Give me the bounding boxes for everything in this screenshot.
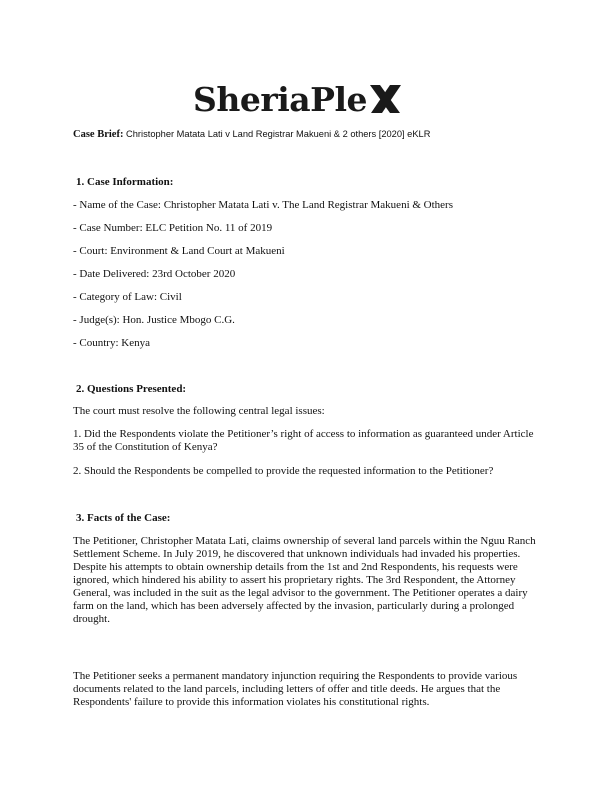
logo-x-icon [368,84,402,114]
case-info-court: - Court: Environment & Land Court at Makueni [73,245,285,257]
facts-paragraph-2: The Petitioner seeks a permanent mandatory injunction requiring the Respondents to provide various documents related to the land parcels, including letters of offer and title deeds. He argues that the Respondents' failure to provide this information violates his constitutional rights. [73,670,518,708]
facts-paragraph-1: The Petitioner, Christopher Matata Lati, claims ownership of several land parcels within the Nguu Ranch Settlement Scheme. In July 2019, he discovered that unknown individuals had invaded his properties. Despite his attempts to obtain ownership details from the 1st and 2nd Respondents, his requests were ignored, which hindered his ability to assert his proprietary rights. The 3rd Respondent, the Attorney General, was included in the suit as the legal advisor to the government. The Petitioner operates a dairy farm on the land, which has been adversely affected by the invasion, particularly during a prolonged drought. [73,535,536,625]
case-info-country: - Country: Kenya [73,337,150,349]
section-heading-facts: 3. Facts of the Case: [76,512,171,524]
case-brief-title [73,129,430,140]
case-brief-name: Christopher Matata Lati v Land Registrar Makueni & 2 others [2020] eKLR [126,129,431,139]
question-2: 2. Should the Respondents be compelled to provide the requested information to the Petitioner? [73,465,494,477]
case-info-name: - Name of the Case: Christopher Matata Lati v. The Land Registrar Makueni & Others [73,199,454,211]
case-brief-label: Case Brief: [73,129,124,140]
case-info-category: - Category of Law: Civil [73,291,182,303]
question-1: 1. Did the Respondents violate the Petitioner’s right of access to information as guaranteed under Article 35 of the Constitution of Kenya? [73,428,534,453]
section-heading-case-information: 1. Case Information: [76,176,174,188]
sheriaplex-logo [193,78,402,120]
case-info-judges: - Judge(s): Hon. Justice Mbogo C.G. [73,314,235,326]
questions-intro: The court must resolve the following central legal issues: [73,405,325,417]
case-info-date: - Date Delivered: 23rd October 2020 [73,268,236,280]
logo-wordmark: SheriaPle [193,79,367,119]
case-info-number: - Case Number: ELC Petition No. 11 of 2019 [73,222,273,234]
section-heading-questions: 2. Questions Presented: [76,383,187,395]
